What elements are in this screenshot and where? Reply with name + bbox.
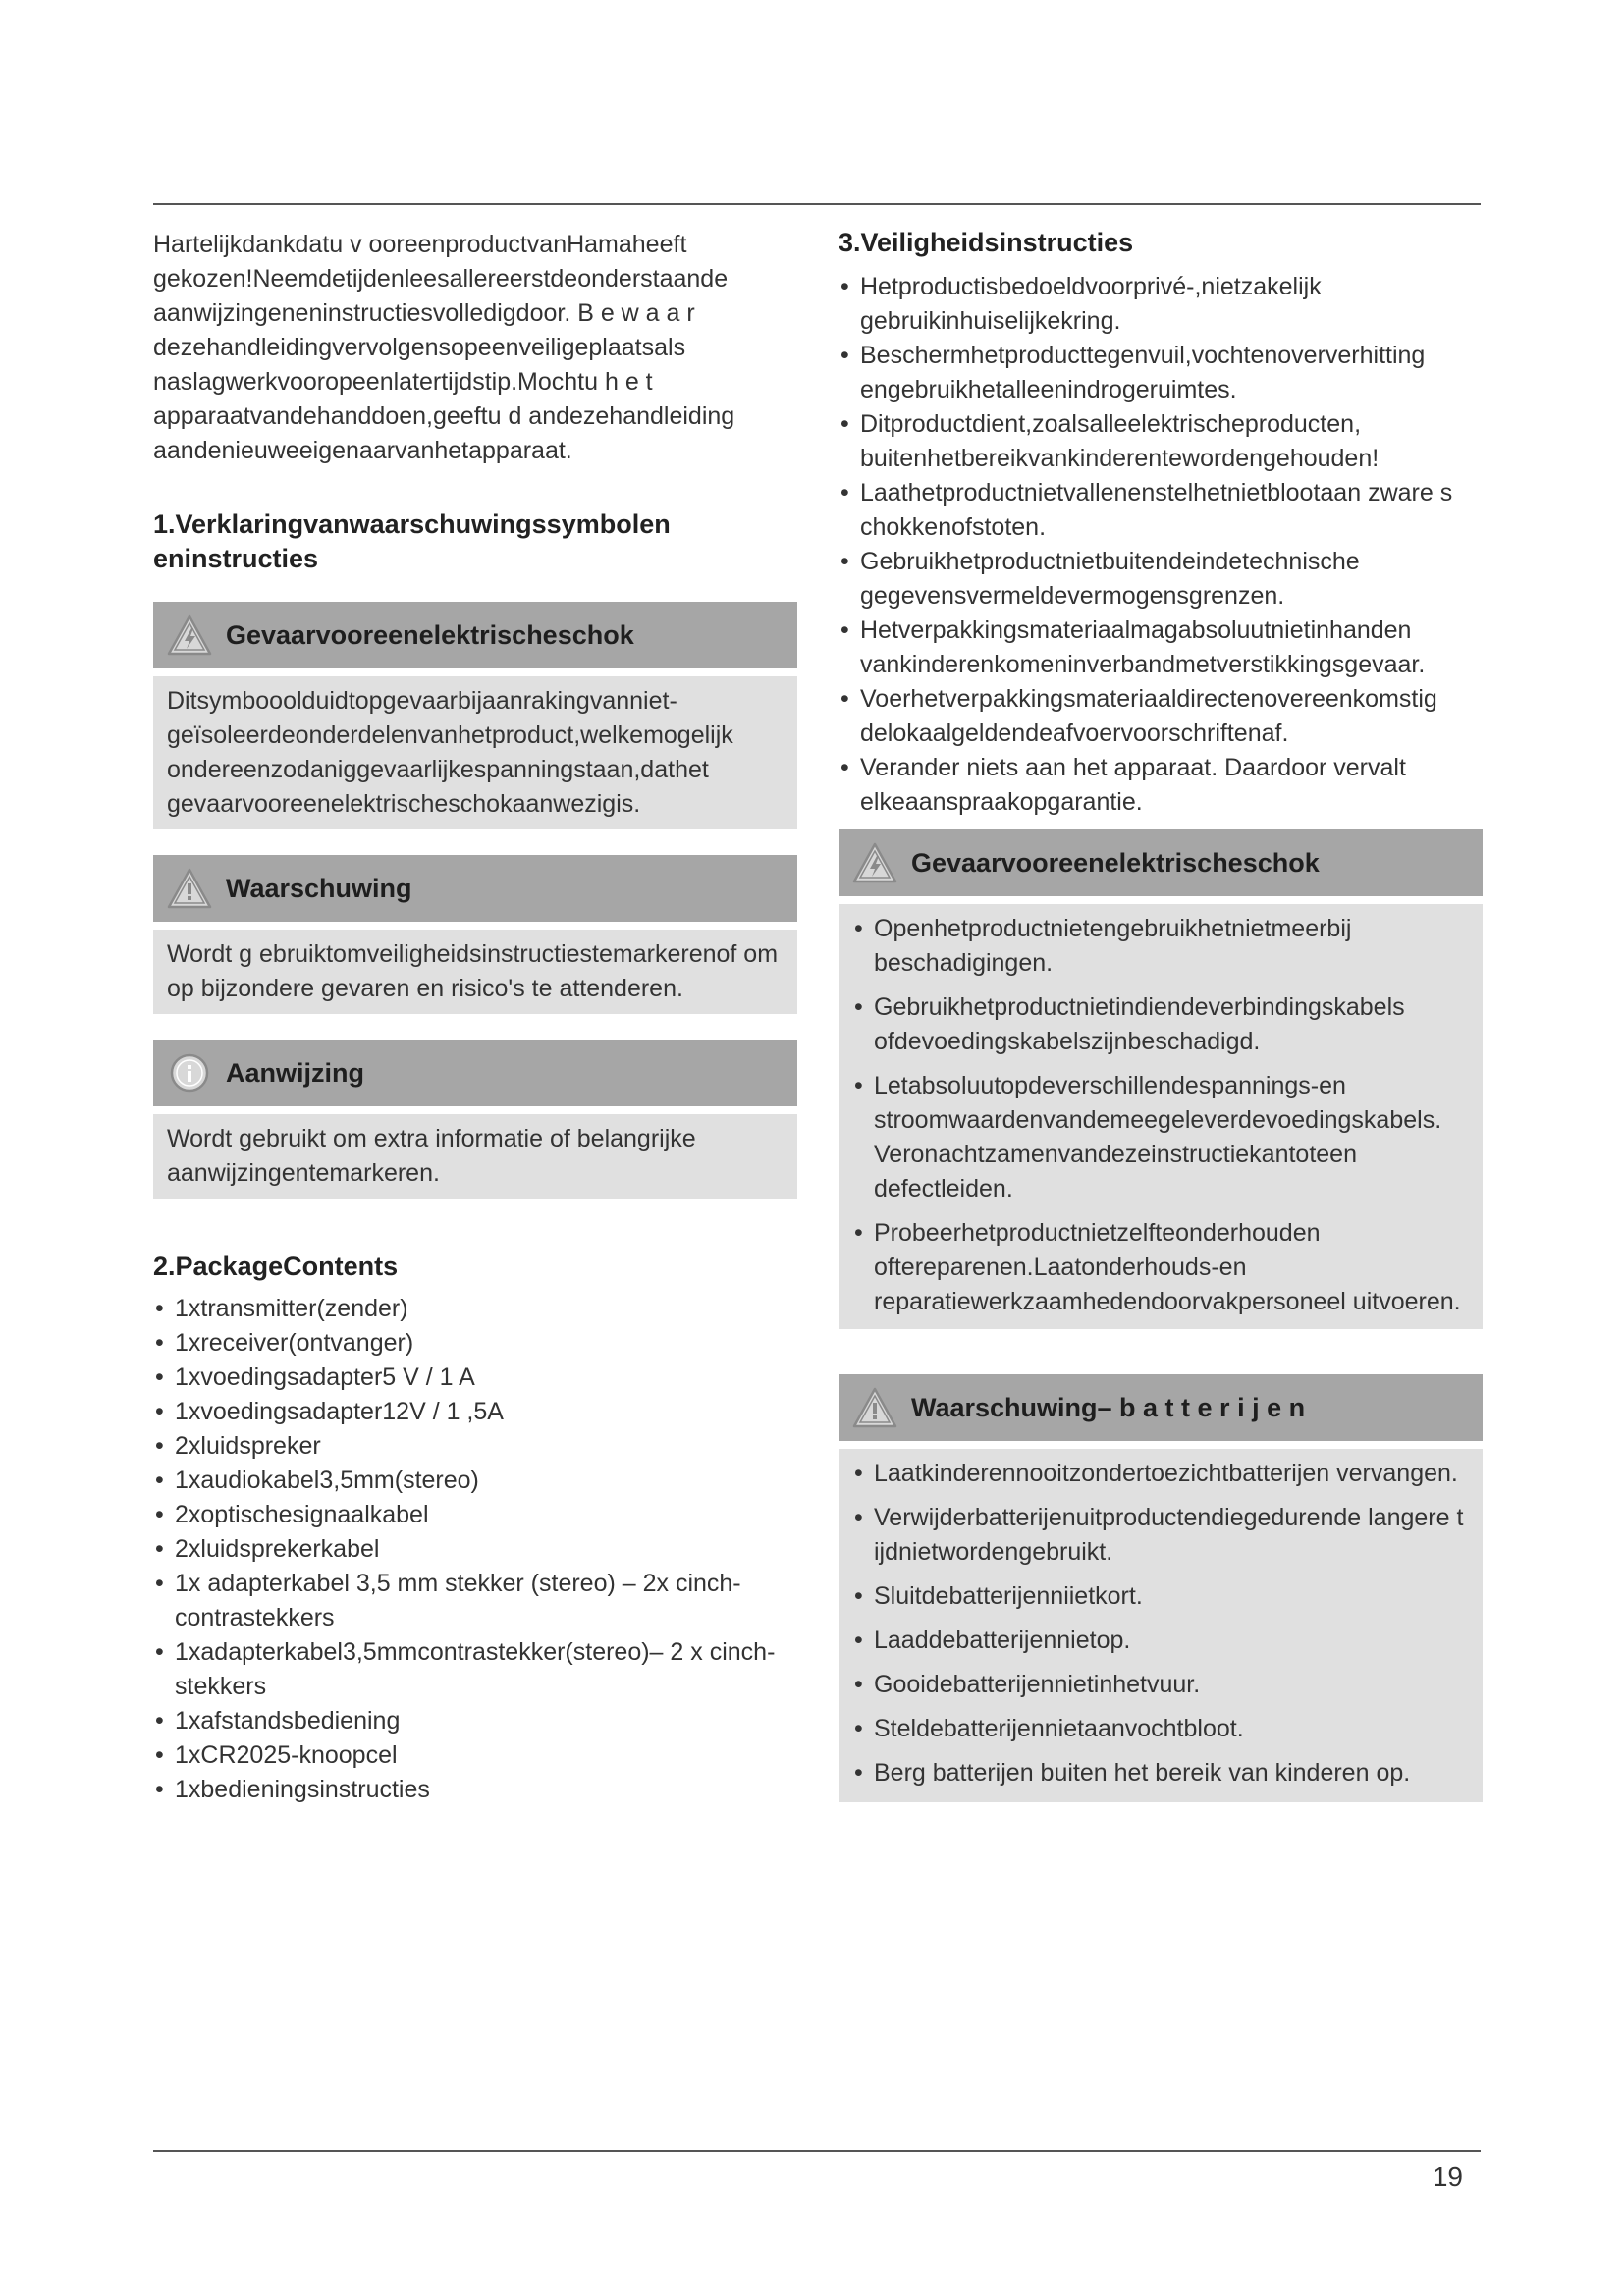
warning-triangle-icon [852, 1387, 897, 1428]
info-icon [167, 1052, 212, 1094]
notice-electric-shock [153, 602, 797, 829]
warning-triangle-icon [167, 868, 212, 909]
list-item: • Laatkinderennooitzondertoezichtbatterijen vervangen. [852, 1457, 1469, 1491]
notice-warning [153, 855, 797, 1014]
list-item: • 2xluidspreker [153, 1429, 797, 1464]
list-item: • 2xoptischesignaalkabel [153, 1498, 797, 1532]
notice-text: Wordt g ebruiktomveiligheidsinstructiestemarkerenof om op bijzondere gevaren en risico's te attenderen. [153, 930, 797, 1014]
notice-body [839, 904, 1483, 1329]
list-item: • 2xluidsprekerkabel [153, 1532, 797, 1567]
notice-electric-shock-safety [839, 829, 1483, 1329]
section3-heading: 3.Veiligheidsinstructies [839, 228, 1134, 257]
list-item: • 1xadapterkabel3,5mmcontrastekker(stereo)– 2 x cinch-stekkers [153, 1635, 797, 1704]
list-item: • 1xvoedingsadapter5 V / 1 A [153, 1361, 797, 1395]
list-item: • 1xaudiokabel3,5mm(stereo) [153, 1464, 797, 1498]
notice-title: Waarschuwing [226, 873, 412, 903]
list-item: • Berg batterijen buiten het bereik van kinderen op. [852, 1756, 1469, 1790]
notice-list [852, 1457, 1469, 1790]
notice-title: Aanwijzing [226, 1057, 364, 1088]
list-item: • Hetverpakkingsmateriaalmagabsoluutnietinhanden vankinderenkomeninverbandmetverstikkingsgevaar. [839, 614, 1483, 682]
notice-hint [153, 1040, 797, 1199]
list-item: • Letabsoluutopdeverschillendespannings-en stroomwaardenvandemeegeleverdevoedingskabels. Veronachtzamenvandezeinstructiekantoteen defectleiden. [852, 1069, 1469, 1206]
section2-heading: 2.PackageContents [153, 1252, 399, 1281]
list-item: • Steldebatterijennietaanvochtbloot. [852, 1712, 1469, 1746]
list-item: • Sluitdebatterijenniietkort. [852, 1579, 1469, 1614]
list-item: • Beschermhetproducttegenvuil,vochtenoververhitting engebruikhetalleenindrogeruimtes. [839, 339, 1483, 407]
list-item: • Gebruikhetproductnietindiendeverbindingskabels ofdevoedingskabelszijnbeschadigd. [852, 990, 1469, 1059]
notice-battery-warning [839, 1374, 1483, 1802]
list-item: • Laaddebatterijennietop. [852, 1624, 1469, 1658]
list-item: • Gebruikhetproductnietbuitendeindetechnische gegevensvermeldevermogensgrenzen. [839, 545, 1483, 614]
notice-title: Waarschuwing– b a t t e r i j e n [911, 1392, 1306, 1422]
list-item: • 1xCR2025-knoopcel [153, 1738, 797, 1773]
list-item: • 1xreceiver(ontvanger) [153, 1326, 797, 1361]
notice-body [839, 1449, 1483, 1802]
list-item: • Openhetproductnietengebruikhetnietmeerbij beschadigingen. [852, 912, 1469, 981]
notice-header [839, 1374, 1483, 1441]
notice-header [839, 829, 1483, 896]
list-item: • 1xbedieningsinstructies [153, 1773, 797, 1807]
right-column [839, 226, 1483, 1802]
electric-warning-triangle-icon [167, 614, 212, 656]
notice-list [852, 912, 1469, 1319]
notice-header [153, 1040, 797, 1106]
bottom-rule [153, 2150, 1481, 2152]
electric-warning-triangle-icon [852, 842, 897, 883]
list-item: • Voerhetverpakkingsmateriaaldirectenovereenkomstig delokaalgeldendeafvoervoorschriftenaf. [839, 682, 1483, 751]
notice-text: Ditsymbooolduidtopgevaarbijaanrakingvanniet-geïsoleerdeonderdelenvanhetproduct,welkemogelijk ondereenzodaniggevaarlijkespanningstaan,dathet gevaarvooreenelektrischeschokaanwezigis. [153, 676, 797, 829]
list-item: • Verander niets aan het apparaat. Daardoor vervalt elkeaanspraakopgarantie. [839, 751, 1483, 820]
safety-instructions-list [839, 270, 1483, 820]
list-item: • 1xtransmitter(zender) [153, 1292, 797, 1326]
section1-heading: 1.Verklaringvanwaarschuwingssymbolen eninstructies [153, 509, 671, 573]
list-item: • 1xvoedingsadapter12V / 1 ,5A [153, 1395, 797, 1429]
list-item: • 1xafstandsbediening [153, 1704, 797, 1738]
list-item: • Hetproductisbedoeldvoorprivé-,nietzakelijk gebruikinhuiselijkekring. [839, 270, 1483, 339]
list-item: • Verwijderbatterijenuitproductendiegedurende langere t ijdnietwordengebruikt. [852, 1501, 1469, 1570]
notice-header [153, 602, 797, 668]
notice-header [153, 855, 797, 922]
page-number: 19 [1432, 2162, 1463, 2192]
top-rule [153, 203, 1481, 205]
list-item: • Ditproductdient,zoalsalleelektrischeproducten, buitenhetbereikvankinderentewordengehouden! [839, 407, 1483, 476]
intro-text: Hartelijkdankdatu v ooreenproductvanHamaheeft gekozen!Neemdetijdenleesallereerstdeonderstaande aanwijzingeneninstructiesvolledigdoor. B e w a a r dezehandleidingvervolgensopeenveiligeplaatsals naslagwerkvooropeenlatertijdstip.Mochtu h e t apparaatvandehanddoen,geeftu d andezehandleiding aandenieuweeigenaarvanhetapparaat. [153, 231, 735, 464]
list-item: • 1x adapterkabel 3,5 mm stekker (stereo) – 2x cinch-contrastekkers [153, 1567, 797, 1635]
list-item: • Gooidebatterijennietinhetvuur. [852, 1668, 1469, 1702]
notice-title: Gevaarvooreenelektrischeschok [911, 847, 1320, 878]
list-item: • Laathetproductnietvallenenstelhetnietblootaan zware s chokkenofstoten. [839, 476, 1483, 545]
package-contents-list [153, 1292, 797, 1807]
notice-text: Wordt gebruikt om extra informatie of belangrijke aanwijzingentemarkeren. [153, 1114, 797, 1199]
left-column [153, 228, 797, 1807]
list-item: • Probeerhetproductnietzelfteonderhouden oftereparenen.Laatonderhouds-en reparatiewerkzaamhedendoorvakpersoneel uitvoeren. [852, 1216, 1469, 1319]
notice-title: Gevaarvooreenelektrischeschok [226, 619, 634, 650]
